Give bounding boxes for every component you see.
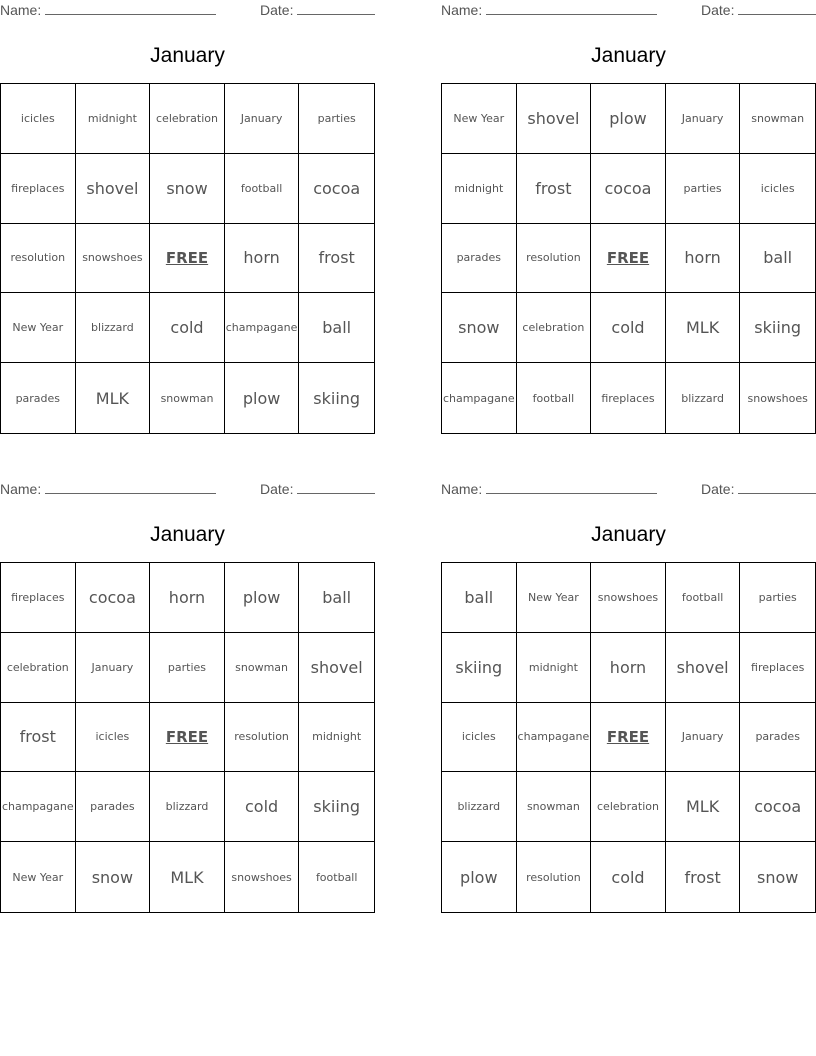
bingo-cell: resolution <box>225 703 300 773</box>
bingo-grid <box>0 562 375 913</box>
bingo-cell: horn <box>150 563 225 633</box>
name-field <box>441 2 657 18</box>
date-field <box>701 2 816 18</box>
bingo-card-1 <box>0 0 375 434</box>
bingo-cell: snow <box>150 154 225 224</box>
bingo-cell: champagane <box>1 772 76 842</box>
name-label: Name: <box>441 481 483 497</box>
card-header <box>0 0 375 20</box>
bingo-cell: cold <box>591 842 666 912</box>
bingo-cell: plow <box>442 842 517 912</box>
bingo-cell: snowshoes <box>225 842 300 912</box>
bingo-cell: cold <box>150 293 225 363</box>
free-space-cell: FREE <box>591 703 666 773</box>
card-header <box>441 0 816 20</box>
bingo-cell: New Year <box>1 293 76 363</box>
free-space-cell: FREE <box>591 224 666 294</box>
bingo-cell: blizzard <box>442 772 517 842</box>
bingo-cell: frost <box>1 703 76 773</box>
bingo-cell: midnight <box>299 703 374 773</box>
bingo-cell: football <box>225 154 300 224</box>
name-field <box>0 481 216 497</box>
bingo-cell: champagane <box>225 293 300 363</box>
bingo-cell: snow <box>76 842 151 912</box>
bingo-cell: January <box>666 84 741 154</box>
bingo-cell: plow <box>591 84 666 154</box>
bingo-cell: football <box>315 870 358 884</box>
bingo-cell: snowshoes <box>591 563 666 633</box>
date-field <box>701 481 816 497</box>
bingo-cell: snowshoes <box>76 224 151 294</box>
bingo-cell: parades <box>76 772 151 842</box>
bingo-cell: icicles <box>442 703 517 773</box>
name-blank-line <box>486 481 657 494</box>
free-space-cell: FREE <box>150 224 225 294</box>
name-label: Name: <box>0 481 42 497</box>
bingo-cell: parties <box>299 84 374 154</box>
bingo-cell: celebration <box>150 84 225 154</box>
bingo-cell: icicles <box>1 84 76 154</box>
bingo-cell: January <box>225 84 300 154</box>
date-blank-line <box>738 2 816 15</box>
bingo-cell: celebration <box>1 633 76 703</box>
bingo-cell: parades <box>442 224 517 294</box>
name-field <box>0 2 216 18</box>
bingo-cell: shovel <box>299 633 374 703</box>
bingo-cell: snowman <box>517 772 592 842</box>
bingo-cell: resolution <box>517 842 592 912</box>
bingo-cell: MLK <box>666 293 741 363</box>
bingo-cell: football <box>517 363 592 433</box>
name-blank-line <box>45 2 216 15</box>
card-title: January <box>591 523 666 546</box>
bingo-cell: parades <box>1 363 76 433</box>
bingo-cell: ball <box>299 563 374 633</box>
date-label: Date: <box>260 481 294 497</box>
bingo-cell: snow <box>442 293 517 363</box>
bingo-cell: horn <box>591 633 666 703</box>
free-space-cell: FREE <box>150 703 225 773</box>
bingo-cell: skiing <box>313 388 361 408</box>
bingo-cell: midnight <box>517 633 592 703</box>
bingo-cell: midnight <box>76 84 151 154</box>
bingo-cell: MLK <box>150 842 225 912</box>
bingo-cell: MLK <box>666 772 741 842</box>
bingo-cell: blizzard <box>150 772 225 842</box>
date-blank-line <box>297 481 375 494</box>
date-label: Date: <box>701 2 735 18</box>
bingo-cell: parades <box>740 703 815 773</box>
bingo-cell: snow <box>757 867 799 887</box>
bingo-cell: frost <box>517 154 592 224</box>
card-title: January <box>150 44 225 67</box>
bingo-cell: New Year <box>1 842 76 912</box>
bingo-grid <box>441 83 816 434</box>
name-field <box>441 481 657 497</box>
bingo-cell: football <box>666 563 741 633</box>
bingo-cell: celebration <box>591 772 666 842</box>
bingo-grid <box>441 562 816 913</box>
bingo-cell: fireplaces <box>1 154 76 224</box>
bingo-cell: frost <box>299 224 374 294</box>
bingo-cell: New Year <box>517 563 592 633</box>
card-header <box>441 479 816 499</box>
bingo-cell: snowman <box>150 363 225 433</box>
card-title: January <box>150 523 225 546</box>
bingo-cell: horn <box>666 224 741 294</box>
bingo-cell: champagane <box>517 703 592 773</box>
bingo-cell: blizzard <box>76 293 151 363</box>
bingo-cell: horn <box>225 224 300 294</box>
bingo-cell: skiing <box>299 772 374 842</box>
bingo-cell: shovel <box>666 633 741 703</box>
bingo-cell: blizzard <box>666 363 741 433</box>
card-title: January <box>591 44 666 67</box>
bingo-cell: parties <box>740 563 815 633</box>
bingo-cell: cocoa <box>299 154 374 224</box>
bingo-cell: icicles <box>76 703 151 773</box>
bingo-cell: cold <box>225 772 300 842</box>
bingo-cell: midnight <box>442 154 517 224</box>
bingo-cell: MLK <box>76 363 151 433</box>
bingo-cell: skiing <box>740 293 815 363</box>
bingo-cell: ball <box>442 563 517 633</box>
card-header <box>0 479 375 499</box>
bingo-cell: champagane <box>442 363 517 433</box>
bingo-cell: resolution <box>517 224 592 294</box>
date-label: Date: <box>701 481 735 497</box>
bingo-cell: fireplaces <box>1 563 76 633</box>
bingo-cell: parties <box>666 154 741 224</box>
bingo-cell: snowman <box>225 633 300 703</box>
bingo-cell: frost <box>666 842 741 912</box>
name-label: Name: <box>441 2 483 18</box>
bingo-cell: resolution <box>1 224 76 294</box>
date-label: Date: <box>260 2 294 18</box>
bingo-cell: parties <box>150 633 225 703</box>
date-blank-line <box>738 481 816 494</box>
bingo-cell: New Year <box>442 84 517 154</box>
bingo-cell: cocoa <box>591 154 666 224</box>
bingo-cell: fireplaces <box>740 633 815 703</box>
bingo-cell: January <box>76 633 151 703</box>
bingo-cell: snowman <box>740 84 815 154</box>
name-blank-line <box>486 2 657 15</box>
bingo-cell: cocoa <box>76 563 151 633</box>
bingo-cell: plow <box>225 363 300 433</box>
bingo-cell: icicles <box>740 154 815 224</box>
bingo-cell: shovel <box>76 154 151 224</box>
date-field <box>260 2 375 18</box>
bingo-cell: cocoa <box>740 772 815 842</box>
date-field <box>260 481 375 497</box>
bingo-cell: ball <box>299 293 374 363</box>
date-blank-line <box>297 2 375 15</box>
bingo-card-4 <box>441 479 816 913</box>
bingo-grid <box>0 83 375 434</box>
bingo-cell: ball <box>740 224 815 294</box>
bingo-cell: snowshoes <box>747 391 808 405</box>
name-label: Name: <box>0 2 42 18</box>
bingo-cell: fireplaces <box>591 363 666 433</box>
bingo-card-2 <box>441 0 816 434</box>
name-blank-line <box>45 481 216 494</box>
bingo-cell: shovel <box>517 84 592 154</box>
bingo-cell: celebration <box>517 293 592 363</box>
bingo-cell: cold <box>591 293 666 363</box>
bingo-cell: skiing <box>442 633 517 703</box>
bingo-card-3 <box>0 479 375 913</box>
bingo-cell: plow <box>225 563 300 633</box>
bingo-cell: January <box>666 703 741 773</box>
